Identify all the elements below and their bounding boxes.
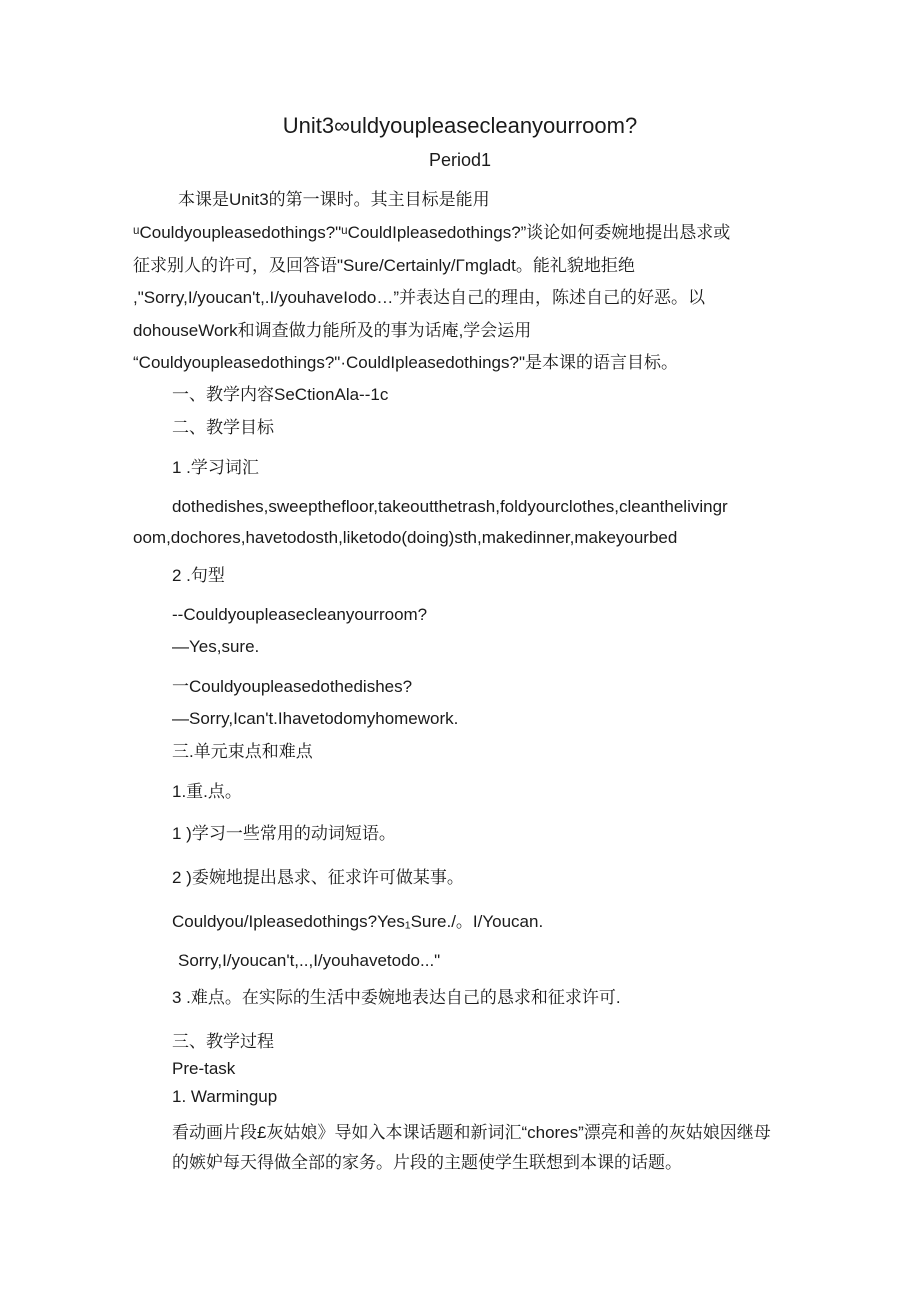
pattern-line: —Sorry,Ican't.Ihavetodomyhomework. (172, 709, 459, 728)
section-heading-keypoints: 三.单元束点和难点 (172, 742, 313, 761)
key-example: Couldyou/Ipleasedothings?Yes₁Sure./。I/Youcan. (172, 912, 544, 931)
difficulty-item: 3 .难点。在实际的生活中委婉地表达自己的恳求和征求许可. (172, 988, 621, 1007)
vocab-line: dothedishes,sweepthefloor,takeoutthetrash,foldyourclothes,cleanthelivingr (172, 497, 728, 516)
pretask-heading: Pre-task (172, 1059, 236, 1078)
vocab-heading: 1 .学习词汇 (172, 458, 259, 477)
vocab-line: oom,dochores,havetodosth,liketodo(doing)sth,makedinner,makeyourbed (133, 528, 678, 547)
pattern-heading: 2 .句型 (172, 566, 225, 585)
section-heading-process: 三、教学过程 (172, 1032, 274, 1051)
intro-line: dohouseWork和调查做力能所及的事为话庵,学会运用 (133, 321, 532, 340)
pattern-line: —Yes,sure. (172, 637, 260, 656)
warmup-text-line: 看动画片段£灰姑娘》导如入本课话题和新词汇“chores”漂亮和善的灰姑娘因继母 (172, 1123, 771, 1142)
section-heading-goals: 二、教学目标 (172, 418, 274, 437)
pattern-line: --Couldyoupleasecleanyourroom? (172, 605, 428, 624)
warmup-text-line: 的嫉妒每天得做全部的家务。片段的主题使学生联想到本课的话题。 (172, 1153, 682, 1172)
intro-line: “Couldyoupleasedothings?"·CouldIpleasedothings?"是本课的语言目标。 (133, 353, 679, 372)
key-heading: 1.重.点。 (172, 782, 242, 801)
page-title: Unit3∞uldyoupleasecleanyourroom? (282, 113, 638, 138)
key-item: 1 )学习一些常用的动词短语。 (172, 824, 396, 843)
intro-line: 征求别人的许可，及回答语"Sure/Certainly/Γmgladt。能礼貌地拒绝 (133, 256, 635, 275)
key-example: Sorry,I/youcan't,..,I/youhavetodo..." (178, 951, 441, 970)
page-subtitle: Period1 (428, 150, 492, 170)
pattern-line: 一Couldyoupleasedothedishes? (172, 677, 413, 696)
warmup-heading: 1. Warmingup (172, 1087, 278, 1106)
intro-line: ,"Sorry,I/youcan't,.I/youhaveIodo…”并表达自己的理由，陈述自己的好恶。以 (133, 288, 705, 307)
intro-line: ᵘCouldyoupleasedothings?"ᵘCouldIpleasedothings?”谈论如何委婉地提出恳求或 (133, 223, 731, 242)
key-item: 2 )委婉地提出恳求、征求许可做某事。 (172, 868, 464, 887)
section-heading-content: 一、教学内容SeCtionAla--1c (172, 385, 389, 404)
intro-line: 本课是Unit3的第一课时。其主目标是能用 (178, 190, 490, 209)
